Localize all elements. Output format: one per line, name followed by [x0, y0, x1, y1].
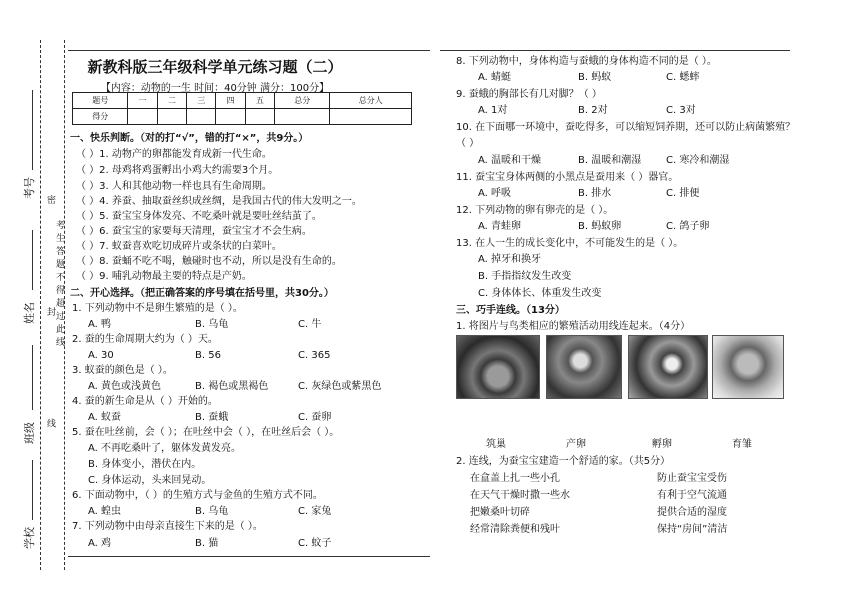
score-input[interactable]: [216, 109, 245, 125]
score-cell: 总分人: [330, 93, 412, 109]
choice-option: A. 鸭: [88, 319, 112, 330]
bird-label: 孵卵: [652, 439, 672, 450]
judge-item: （ ）9. 哺乳动物最主要的特点是产奶。: [76, 271, 252, 282]
judge-item: （ ）6. 蚕宝宝的家要每天清理，蚕宝宝才不会生病。: [76, 226, 312, 237]
choice-question: 4. 蚕的新生命是从（ ）开始的。: [72, 396, 218, 407]
label-xuexiao: 学校: [23, 527, 36, 549]
choice-option: B. 蚕蛾: [195, 412, 229, 423]
score-input[interactable]: [245, 109, 274, 125]
choice-option: A. 蜻蜓: [478, 72, 512, 83]
score-cell: 得分: [73, 109, 128, 125]
label-xingming: 姓名: [23, 302, 36, 324]
score-input[interactable]: [157, 109, 186, 125]
choice-question: 1. 下列动物中不是卵生繁殖的是（ ）。: [72, 303, 243, 314]
exam-title: 新教科版三年级科学单元练习题（二）: [87, 58, 343, 76]
choice-option: B. 身体变小，潜伏在内。: [88, 459, 202, 470]
bird-photo-nest: [456, 335, 540, 399]
score-input[interactable]: [187, 109, 216, 125]
match-left[interactable]: 在天气干燥时撒一些水: [470, 490, 570, 501]
judge-item: （ ）4. 养蚕、抽取蚕丝织成丝绸，是我国古代的伟大发明之一。: [76, 196, 362, 207]
choice-question: 7. 下列动物中由母亲直接生下来的是（ ）。: [72, 521, 263, 532]
section3-heading: 三、巧手连线。（13分）: [456, 305, 565, 316]
score-header-row: [73, 93, 412, 109]
choice-option: A. 温暖和干燥: [478, 155, 542, 166]
choice-option: C. 牛: [298, 319, 322, 330]
choice-option: A. 30: [88, 350, 114, 361]
choice-option: C. 身体体长、体重发生改变: [478, 288, 602, 299]
score-value-row: [73, 109, 412, 125]
choice-question: 9. 蚕蛾的胸部长有几对脚？（ ）: [456, 89, 602, 100]
top-rule-right: [440, 50, 790, 51]
choice-option: B. 乌龟: [195, 319, 229, 330]
bird-photo-eggs: [546, 335, 622, 399]
judge-item: （ ）5. 蚕宝宝身体发亮、不吃桑叶就是要吐丝结茧了。: [76, 211, 322, 222]
label-banji: 班级: [23, 422, 36, 444]
choice-question: 12. 下列动物的卵有卵壳的是（ ）。: [456, 205, 614, 216]
choice-option: A. 掉牙和换牙: [478, 254, 542, 265]
choice-option: C. 鸽子卵: [666, 221, 710, 232]
choice-question: 13. 在人一生的成长变化中，不可能发生的是（ ）。: [456, 238, 684, 249]
choice-question: 5. 蚕在吐丝前，会（ ）；在吐丝中会（ ），在吐丝后会（ ）。: [72, 427, 340, 438]
exam-meta: 【内容：动物的一生 时间：40分钟 满分：100分】: [100, 83, 330, 94]
choice-option: C. 家兔: [298, 506, 332, 517]
match-left[interactable]: 经常清除粪便和残叶: [470, 524, 560, 535]
choice-question: 8. 下列动物中，身体构造与蚕蛾的身体构造不同的是（ ）。: [456, 56, 717, 67]
bird-label: 筑巢: [486, 439, 506, 450]
judge-item: （ ）1. 动物产的卵都能发育成新一代生命。: [76, 149, 272, 160]
choice-question: 10. 在下面哪一环境中，蚕吃得多，可以缩短饲养期，还可以防止病菌繁殖？: [456, 122, 796, 133]
judge-item: （ ）2. 母鸡将鸡蛋孵出小鸡大约需要3个月。: [76, 165, 279, 176]
match-right[interactable]: 防止蚕宝宝受伤: [657, 473, 727, 484]
choice-option: A. 不再吃桑叶了，躯体发黄发亮。: [88, 443, 242, 454]
bird-label: 产卵: [566, 439, 586, 450]
score-cell: 题号: [73, 93, 128, 109]
score-cell: 总分: [275, 93, 330, 109]
choice-option: B. 猫: [195, 538, 219, 549]
choice-option: A. 蚁蚕: [88, 412, 122, 423]
judge-item: （ ）7. 蚁蚕喜欢吃切成碎片或条状的白菜叶。: [76, 241, 282, 252]
section3-q1: 1. 将图片与鸟类相应的繁殖活动用线连起来。（4分）: [456, 321, 691, 332]
top-rule-left: [68, 50, 430, 51]
choice-option: B. 56: [195, 350, 221, 361]
score-input[interactable]: [330, 109, 412, 125]
choice-option: A. 黄色或浅黄色: [88, 381, 162, 392]
blank-xingming: [32, 230, 33, 290]
section3-q2: 2. 连线，为蚕宝宝建造一个舒适的家。（共5分）: [456, 456, 671, 467]
bottom-rule: [68, 556, 430, 557]
choice-option: C. 蚊子: [298, 538, 332, 549]
choice-question: 6. 下面动物中，（ ）的生殖方式与金鱼的生殖方式不同。: [72, 490, 323, 501]
choice-option: B. 蚂蚁卵: [578, 221, 622, 232]
judge-item: （ ）8. 蚕蛹不吃不喝，触碰时也不动，所以是没有生命的。: [76, 256, 342, 267]
choice-option: B. 温暖和潮湿: [578, 155, 642, 166]
choice-option: B. 排水: [578, 188, 612, 199]
choice-question: 3. 蚁蚕的颜色是（ ）。: [72, 365, 173, 376]
score-cell: 三: [187, 93, 216, 109]
choice-option: C. 蚕卵: [298, 412, 332, 423]
choice-option: C. 排便: [666, 188, 700, 199]
bird-label: 育雏: [732, 439, 752, 450]
match-right[interactable]: 保持“房间”清洁: [657, 524, 728, 535]
bird-photo-chicks: [712, 335, 784, 399]
score-cell: 四: [216, 93, 245, 109]
score-cell: 二: [157, 93, 186, 109]
seal-line-outer: [40, 40, 41, 570]
section2-heading: 二、开心选择。（把正确答案的序号填在括号里，共30分。）: [70, 288, 334, 299]
choice-option: C. 身体运动，头来回晃动。: [88, 475, 212, 486]
choice-option: C. 3对: [666, 105, 696, 116]
score-table: [72, 92, 412, 125]
seal-inner-text: 考生答题不得超过此线: [54, 220, 64, 350]
choice-option: A. 蝗虫: [88, 506, 122, 517]
choice-question: 2. 蚕的生命周期大约为（ ）天。: [72, 334, 218, 345]
choice-question: 11. 蚕宝宝身体两侧的小黑点是蚕用来（ ）器官。: [456, 172, 679, 183]
score-input[interactable]: [128, 109, 157, 125]
choice-option: A. 1对: [478, 105, 508, 116]
score-cell: 一: [128, 93, 157, 109]
choice-option: B. 手指指纹发生改变: [478, 271, 572, 282]
section1-heading: 一、快乐判断。（对的打“√”，错的打“×”，共9分。）: [70, 133, 309, 144]
label-kaohao: 考号: [23, 177, 36, 199]
blank-banji: [32, 345, 33, 410]
blank-kaohao: [32, 90, 33, 170]
match-right[interactable]: 提供合适的湿度: [657, 507, 727, 518]
bird-photo-hatching: [628, 335, 708, 399]
choice-option: A. 呼吸: [478, 188, 512, 199]
score-cell: 五: [245, 93, 274, 109]
blank-xuexiao: [32, 460, 33, 520]
choice-option: B. 乌龟: [195, 506, 229, 517]
choice-option: C. 灰绿色或紫黑色: [298, 381, 382, 392]
choice-option: B. 蚂蚁: [578, 72, 612, 83]
choice-option: A. 青蛙卵: [478, 221, 522, 232]
choice-option: A. 鸡: [88, 538, 112, 549]
match-left[interactable]: 把嫩桑叶切碎: [470, 507, 530, 518]
choice-option: B. 褐色或黑褐色: [195, 381, 269, 392]
judge-item: （ ）3. 人和其他动物一样也具有生命周期。: [76, 181, 272, 192]
choice-option: C. 寒冷和潮湿: [666, 155, 730, 166]
match-left[interactable]: 在盒盖上扎一些小孔: [470, 473, 560, 484]
choice-option: C. 蟋蟀: [666, 72, 700, 83]
choice-question-cont: （ ）: [456, 138, 480, 149]
choice-option: C. 365: [298, 350, 331, 361]
seal-outer-text: 密 封 线: [45, 195, 55, 478]
choice-option: B. 2对: [578, 105, 608, 116]
match-right[interactable]: 有利于空气流通: [657, 490, 727, 501]
score-input[interactable]: [275, 109, 330, 125]
